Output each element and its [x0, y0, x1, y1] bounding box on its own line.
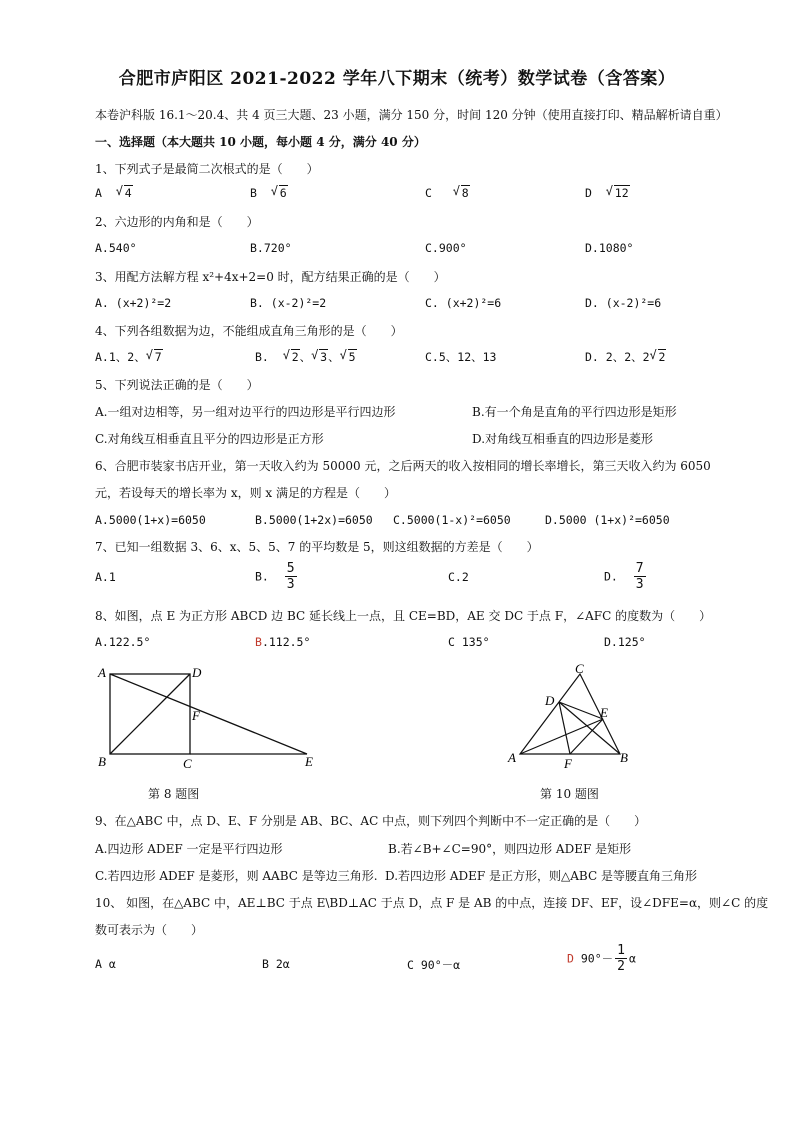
label-f: F — [564, 756, 572, 771]
diagonal-bd — [110, 674, 190, 754]
question-5-stem: 5、下列说法正确的是（ ） — [95, 378, 259, 392]
question-10-stem-line2: 数可表示为（ ） — [95, 923, 204, 937]
q6-option-a: A.5000(1+x)=6050 — [95, 513, 206, 527]
label-d: D — [192, 665, 202, 680]
q9-option-b: B.若∠B+∠C=90°，则四边形 ADEF 是矩形 — [388, 842, 632, 856]
question-4-stem: 4、下列各组数据为边，不能组成直角三角形的是（ ） — [95, 324, 403, 338]
q7-option-b: B. $\frac{5}{3}$ — [255, 561, 295, 592]
q6-option-c: C.5000(1-x)²=6050 — [393, 513, 511, 527]
figure-8-square-diagram — [95, 662, 325, 774]
q1-option-b: B √ 6 — [250, 186, 288, 200]
q3-option-a: A. (x+2)²=2 — [95, 296, 172, 310]
label-e: E — [305, 754, 313, 769]
label-b: B — [98, 754, 106, 769]
question-2-stem: 2、六边形的内角和是（ ） — [95, 215, 259, 229]
label-f: F — [192, 708, 200, 723]
q4-option-c: C.5、12、13 — [425, 350, 497, 364]
q7-option-d: D. $\frac{7}{3}$ — [604, 561, 644, 592]
figure-10-triangle-diagram — [500, 662, 640, 774]
q5-option-b: B.有一个角是直角的平行四边形是矩形 — [472, 405, 677, 419]
q2-option-c: C.900° — [425, 241, 467, 255]
question-1-stem: 1、下列式子是最简二次根式的是（ ） — [95, 162, 319, 176]
q10-option-a: A α — [95, 957, 116, 971]
section-heading: 一、选择题（本大题共 10 小题，每小题 4 分，满分 40 分） — [95, 135, 426, 149]
segment-ef — [570, 719, 603, 754]
q10-option-b: B 2α — [262, 957, 290, 971]
q6-option-d: D.5000 (1+x)²=6050 — [545, 513, 670, 527]
question-10-stem-line1: 10、 如图，在△ABC 中，AE⊥BC 于点 E\BD⊥AC 于点 D，点 F 是 AB 的中点，连接 DF、EF，设∠DFE=α，则∠C 的度 — [95, 896, 769, 910]
label-a: A — [508, 750, 516, 765]
q7-option-a: A.1 — [95, 570, 116, 584]
q5-option-d: D.对角线互相垂直的四边形是菱形 — [472, 432, 654, 446]
label-a: A — [98, 665, 106, 680]
label-e: E — [600, 705, 608, 720]
q9-option-d: D.若四边形 ADEF 是正方形，则△ABC 是等腰直角三角形 — [385, 869, 697, 883]
question-9-stem: 9、在△ABC 中，点 D、E、F 分别是 AB、BC、AC 中点，则下列四个判断中不一定正确的是（ ） — [95, 814, 647, 828]
q9-option-c: C.若四边形 ADEF 是菱形，则 AABC 是等边三角形. — [95, 869, 378, 883]
segment-ae — [110, 674, 307, 754]
q4-option-b: B. √ 2、√ 3、√ 5 — [255, 349, 357, 365]
q2-option-b: B.720° — [250, 241, 292, 255]
q1-option-c: C √ 8 — [425, 186, 470, 200]
q8-option-c: C 135° — [448, 635, 490, 649]
label-c: C — [183, 756, 192, 771]
label-c: C — [575, 662, 584, 676]
figure-8-caption: 第 8 题图 — [148, 787, 200, 801]
q3-option-b: B. (x-2)²=2 — [250, 296, 327, 310]
q3-option-d: D. (x-2)²=6 — [585, 296, 662, 310]
q2-option-a: A.540° — [95, 241, 137, 255]
question-6-stem-line2: 元，若设每天的增长率为 x，则 x 满足的方程是（ ） — [95, 486, 396, 500]
q1-option-d: D √ 12 — [585, 186, 630, 200]
q8-option-b: B.112.5° — [255, 635, 311, 649]
q8-option-d: D.125° — [604, 635, 646, 649]
page-title: 合肥市庐阳区 2021-2022 学年八下期末（统考）数学试卷（含答案） — [118, 69, 676, 89]
q2-option-d: D.1080° — [585, 241, 634, 255]
q9-option-a: A.四边形 ADEF 一定是平行四边形 — [95, 842, 283, 856]
question-3-stem: 3、用配方法解方程 x²+4x+2=0 时，配方结果正确的是（ ） — [95, 270, 446, 284]
q10-option-d: D 90°－ $\frac{1}{2}$ α — [567, 943, 636, 974]
q5-option-a: A.一组对边相等，另一组对边平行的四边形是平行四边形 — [95, 405, 396, 419]
label-b: B — [620, 750, 628, 765]
q8-option-a: A.122.5° — [95, 635, 151, 649]
q10-option-c: C 90°－α — [407, 958, 461, 972]
question-6-stem-line1: 6、合肥市装家书店开业，第一天收入约为 50000 元，之后两天的收入按相同的增长率增长，第三天收入约为 6050 — [95, 459, 711, 473]
q3-option-c: C. (x+2)²=6 — [425, 296, 502, 310]
q4-option-d: D. 2、2、2√ 2 — [585, 349, 666, 365]
q6-option-b: B.5000(1+2x)=6050 — [255, 513, 373, 527]
q4-option-a: A.1、2、√ 7 — [95, 349, 163, 365]
question-7-stem: 7、已知一组数据 3、6、x、5、5、7 的平均数是 5，则这组数据的方差是（ ） — [95, 540, 539, 554]
figure-10-caption: 第 10 题图 — [540, 787, 599, 801]
q1-option-a: A √ 4 — [95, 186, 133, 200]
segment-de — [559, 702, 603, 719]
question-8-stem: 8、如图，点 E 为正方形 ABCD 边 BC 延长线上一点，且 CE=BD，AE 交 DC 于点 F，∠AFC 的度数为（ ） — [95, 609, 712, 623]
q7-option-c: C.2 — [448, 570, 469, 584]
exam-intro: 本卷沪科版 16.1～20.4、共 4 页三大题、23 小题，满分 150 分，时间 120 分钟（使用直接打印、精品解析请自重） — [95, 108, 728, 122]
label-d: D — [545, 693, 555, 708]
q5-option-c: C.对角线互相垂直且平分的四边形是正方形 — [95, 432, 324, 446]
